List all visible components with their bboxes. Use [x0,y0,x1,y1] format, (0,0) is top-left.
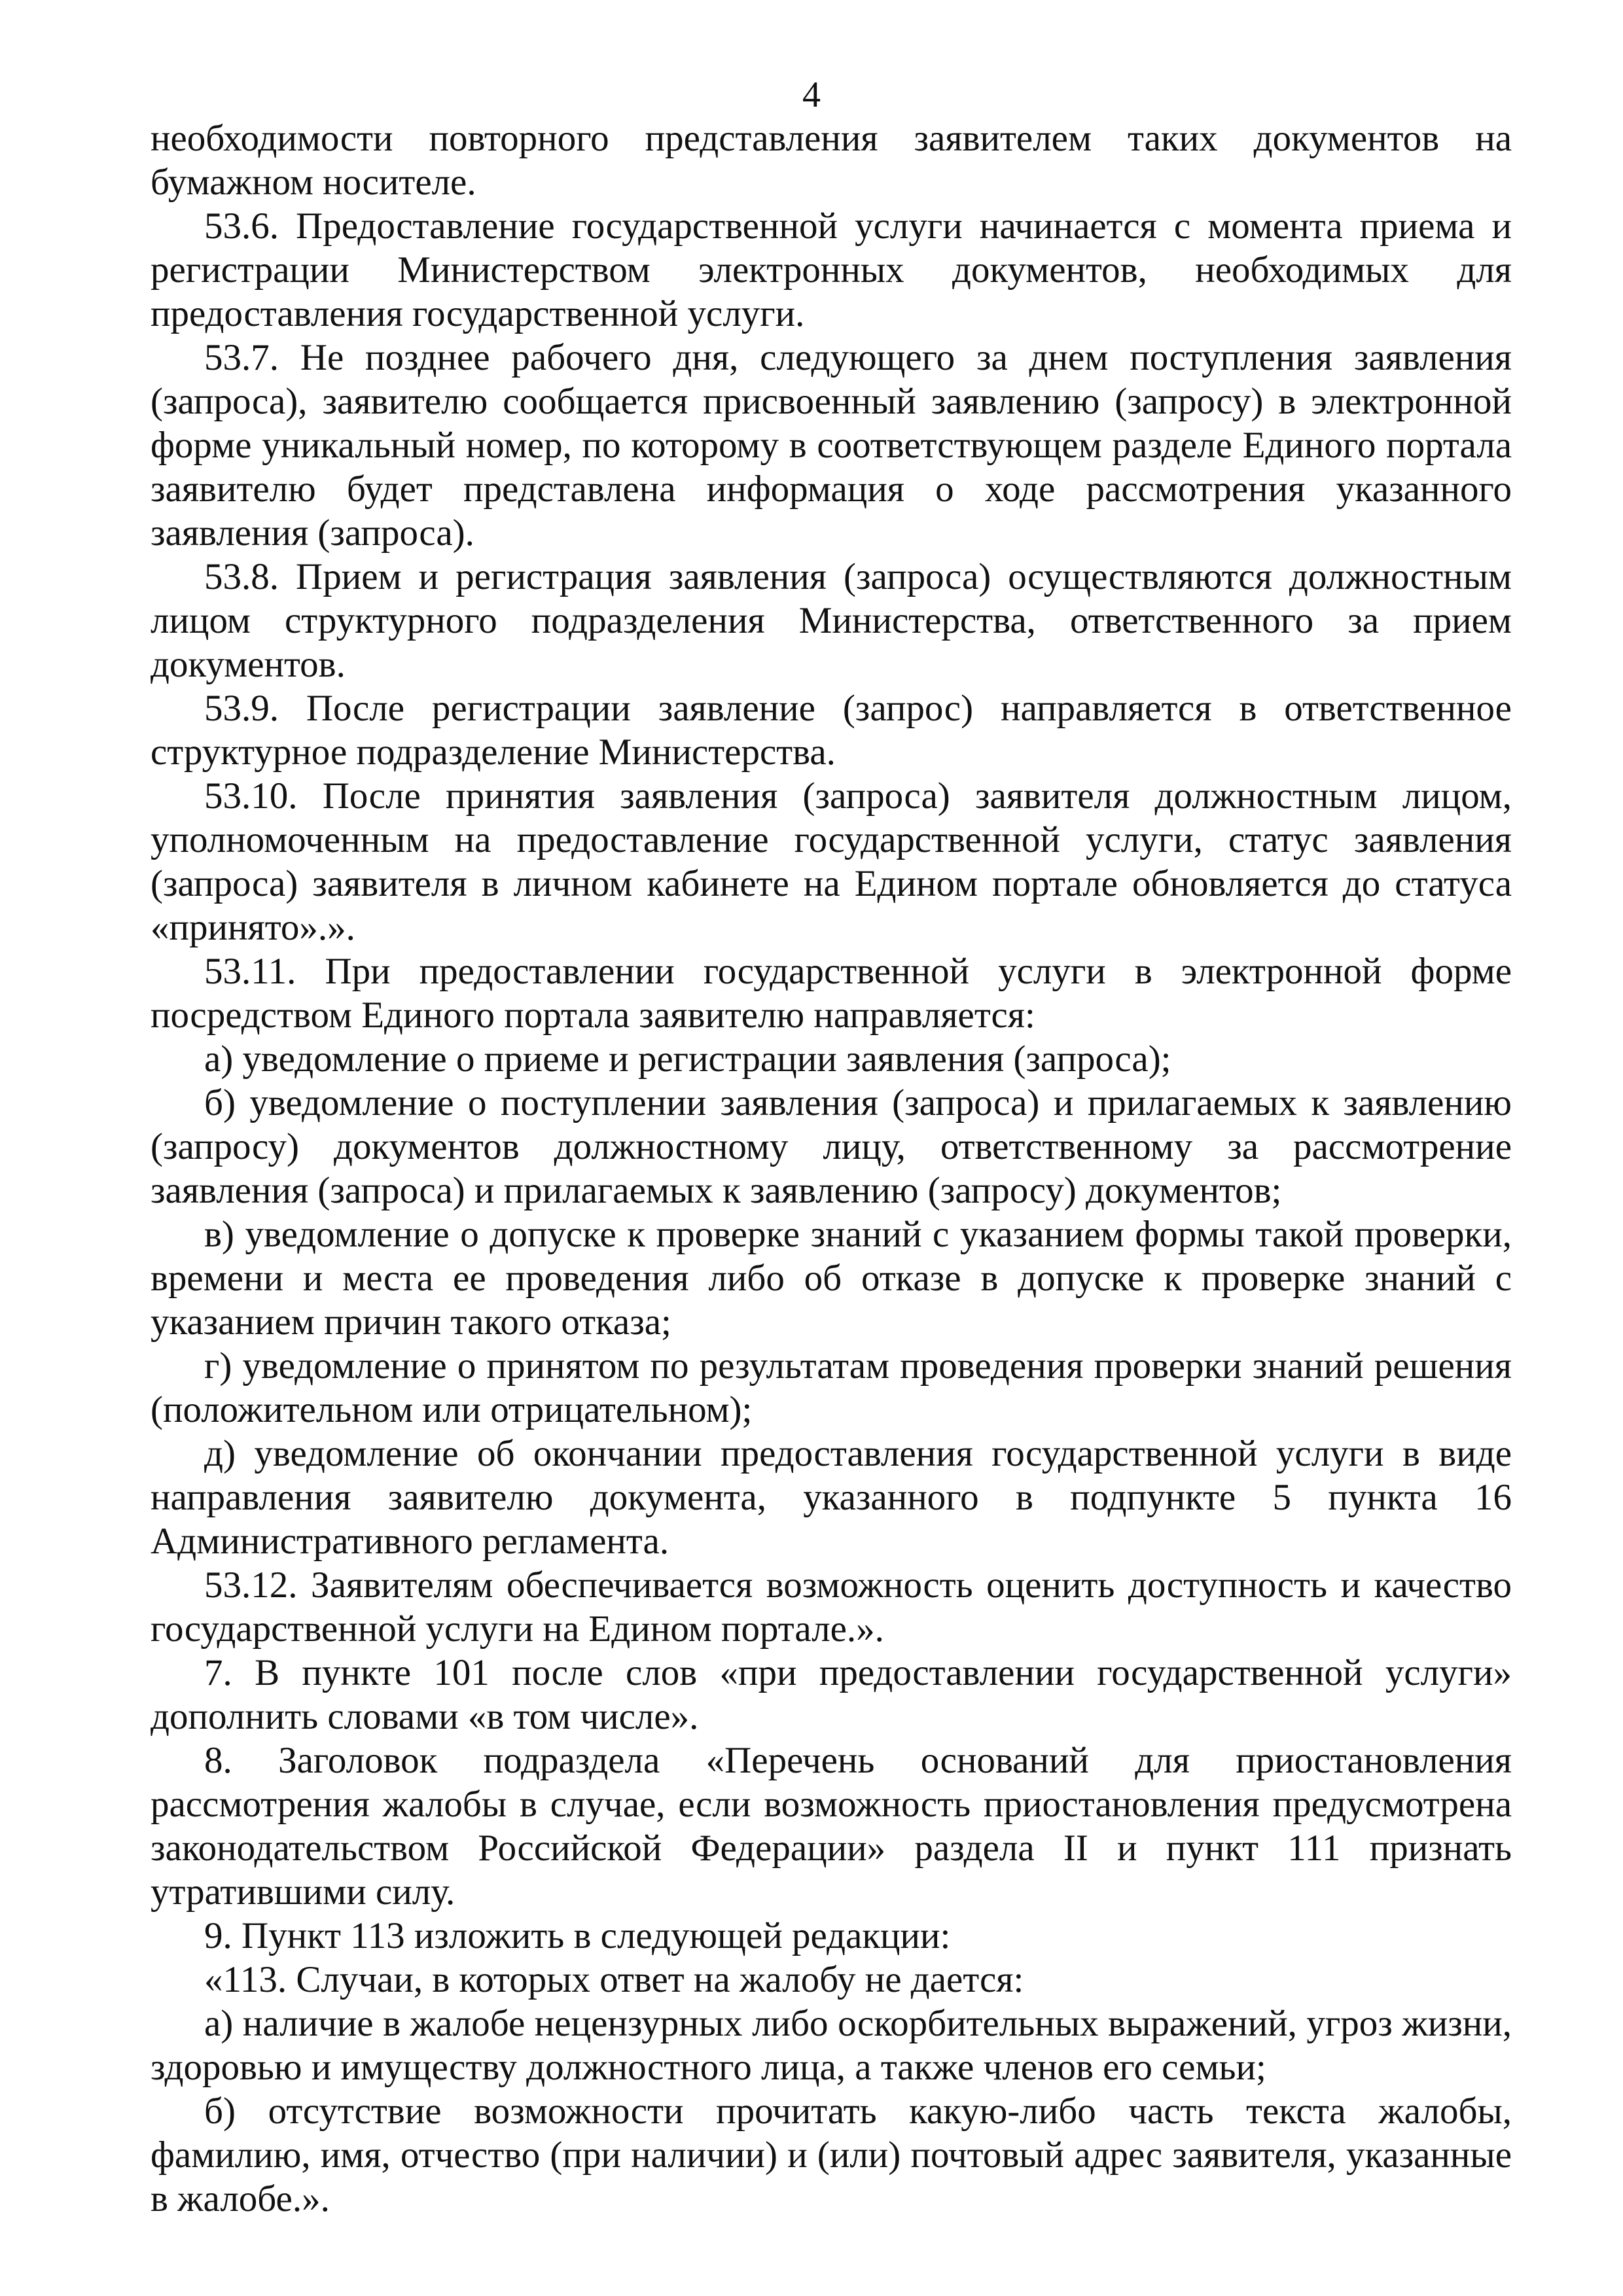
list-item-b: б) уведомление о поступлении заявления (запроса) и прилагаемых к заявлению (запросу) документов должностному лицу, ответственному за рассмотрение заявления (запроса) и прилагаемых к заявлению (запросу) документов; [151,1082,1512,1211]
paragraph-53-9: 53.9. После регистрации заявление (запрос) направляется в ответственное структурное подразделение Министерства. [151,688,1512,773]
paragraph-item-9: 9. Пункт 113 изложить в следующей редакции: [204,1915,951,1956]
paragraph-53-12: 53.12. Заявителям обеспечивается возможность оценить доступность и качество государственной услуги на Едином портале.». [151,1564,1512,1650]
paragraph-53-7: 53.7. Не позднее рабочего дня, следующего за днем поступления заявления (запроса), заявителю сообщается присвоенный заявлению (запросу) в электронной форме уникальный номер, по которому в соответствующем разделе Единого портала заявителю будет представлена информация о ходе рассмотрения указанного заявления (запроса). [151,337,1512,554]
paragraph-item-8: 8. Заголовок подраздела «Перечень оснований для приостановления рассмотрения жалобы в случае, если возможность приостановления предусмотрена законодательством Российской Федерации» раздела II и пункт 111 признать утратившими силу. [151,1740,1512,1913]
paragraph-113: «113. Случаи, в которых ответ на жалобу не дается: [204,1959,1024,2000]
list-item-113-b: б) отсутствие возможности прочитать какую-либо часть текста жалобы, фамилию, имя, отчество (при наличии) и (или) почтовый адрес заявителя, указанные в жалобе.». [151,2091,1512,2219]
list-item-d: д) уведомление об окончании предоставления государственной услуги в виде направления заявителю документа, указанного в подпункте 5 пункта 16 Административного регламента. [151,1433,1512,1562]
list-item-g: г) уведомление о принятом по результатам проведения проверки знаний решения (положительном или отрицательном); [151,1345,1512,1430]
document-body [151,116,1512,2221]
paragraph-item-7: 7. В пункте 101 после слов «при предоставлении государственной услуги» дополнить словами «в том числе». [151,1652,1512,1737]
paragraph-53-6: 53.6. Предоставление государственной услуги начинается с момента приема и регистрации Министерством электронных документов, необходимых для предоставления государственной услуги. [151,205,1512,334]
list-item-113-a: а) наличие в жалобе нецензурных либо оскорбительных выражений, угроз жизни, здоровью и имуществу должностного лица, а также членов его семьи; [151,2003,1512,2088]
paragraph-continuation: необходимости повторного представления заявителем таких документов на бумажном носителе. [151,118,1512,203]
page-number: 4 [802,75,821,115]
paragraph-53-8: 53.8. Прием и регистрация заявления (запроса) осуществляются должностным лицом структурного подразделения Министерства, ответственного за прием документов. [151,556,1512,685]
paragraph-53-10: 53.10. После принятия заявления (запроса) заявителя должностным лицом, уполномоченным на предоставление государственной услуги, статус заявления (запроса) заявителя в личном кабинете на Едином портале обновляется до статуса «принято».». [151,775,1512,948]
paragraph-53-11: 53.11. При предоставлении государственной услуги в электронной форме посредством Единого портала заявителю направляется: [151,951,1512,1036]
list-item-a: а) уведомление о приеме и регистрации заявления (запроса); [204,1038,1171,1080]
list-item-v: в) уведомление о допуске к проверке знаний с указанием формы такой проверки, времени и места ее проведения либо об отказе в допуске к проверке знаний с указанием причин такого отказа; [151,1214,1512,1343]
